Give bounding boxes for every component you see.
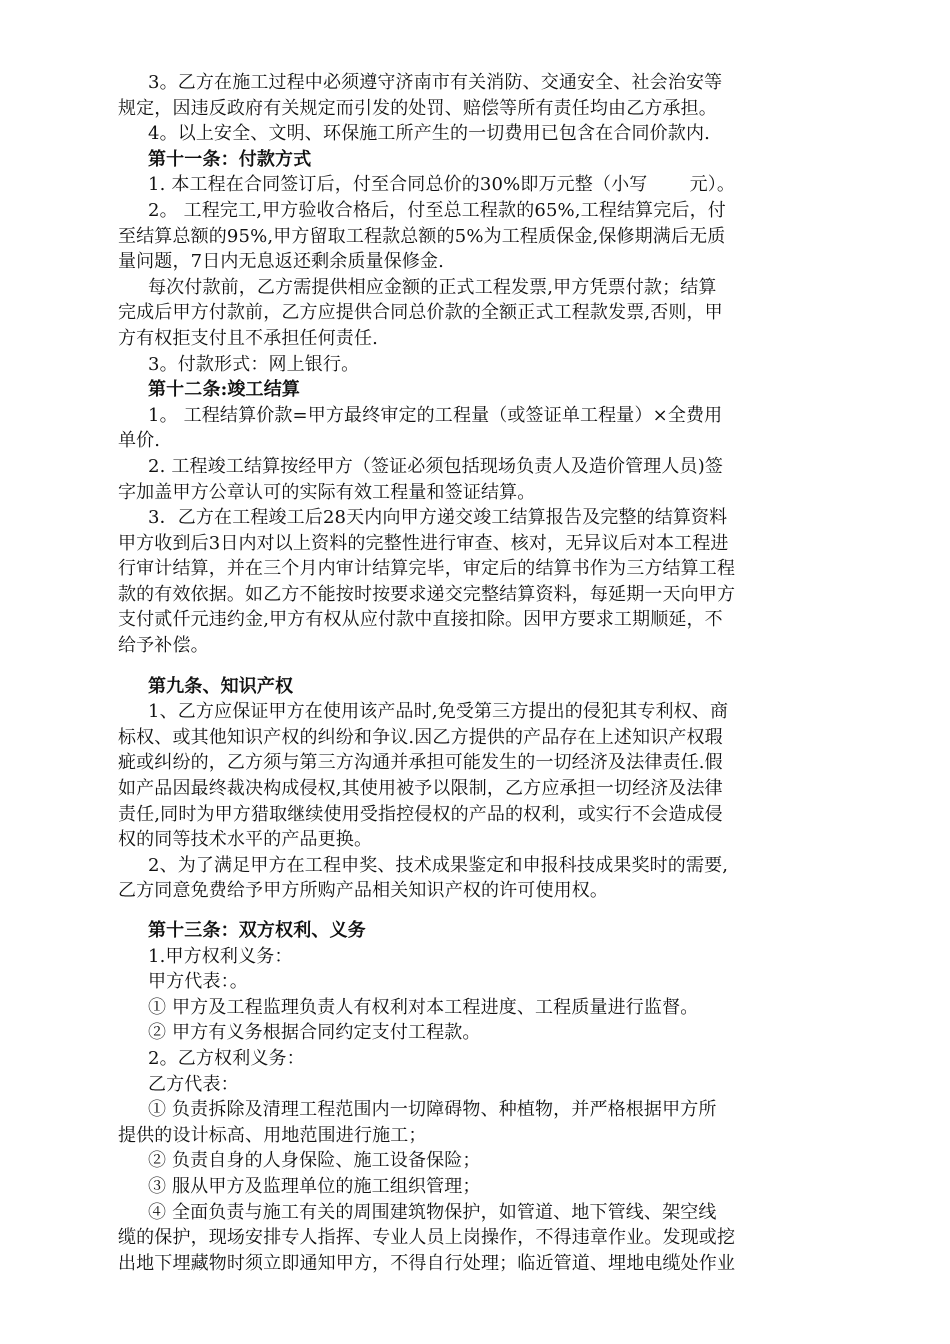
paragraph-line: 3。乙方在施工过程中必须遵守济南市有关消防、交通安全、社会治安等 <box>148 72 723 93</box>
paragraph-line: 方有权拒支付且不承担任何责任. <box>118 327 378 349</box>
paragraph-line: 1、乙方应保证甲方在使用该产品时,免受第三方提出的侵犯其专利权、商 <box>148 701 729 723</box>
paragraph-line: 乙方同意免费给予甲方所购产品相关知识产权的许可使用权。 <box>118 880 609 902</box>
paragraph-line: 出地下埋藏物时须立即通知甲方，不得自行处理；临近管道、埋地电缆处作业 <box>118 1252 736 1274</box>
paragraph-line: 甲方收到后3日内对以上资料的完整性进行审查、核对，无异议后对本工程进 <box>118 532 729 554</box>
paragraph-line: 如产品因最终裁决构成侵权,其使用被予以限制，乙方应承担一切经济及法律 <box>118 778 723 800</box>
paragraph-line: 提供的设计标高、用地范围进行施工； <box>118 1124 427 1146</box>
section-heading-ip: 第九条、知识产权 <box>148 675 294 697</box>
paragraph-line: 单价. <box>118 430 161 452</box>
paragraph-line: ④ 全面负责与施工有关的周围建筑物保护，如管道、地下管线、架空线 <box>148 1201 717 1223</box>
paragraph-line: ① 负责拆除及清理工程范围内一切障碍物、种植物，并严格根据甲方所 <box>148 1099 717 1121</box>
paragraph-line: 款的有效依据。如乙方不能按时按要求递交完整结算资料，每延期一天向甲方 <box>118 583 736 605</box>
section-spacer <box>118 904 862 918</box>
paragraph-line: ③ 服从甲方及监理单位的施工组织管理； <box>148 1175 481 1197</box>
paragraph-line: ② 甲方有义务根据合同约定支付工程款。 <box>148 1022 481 1044</box>
paragraph-line: 量问题，7日内无息返还剩余质量保修金. <box>118 251 445 273</box>
section-heading-rights: 第十三条：双方权利、义务 <box>148 920 366 941</box>
paragraph-line: 每次付款前，乙方需提供相应金额的正式工程发票,甲方凭票付款；结算 <box>148 276 717 298</box>
paragraph-line: ② 负责自身的人身保险、施工设备保险； <box>148 1150 481 1172</box>
paragraph-line: 1. 本工程在合同签订后，付至合同总价的30%即万元整（小写 元）。 <box>148 174 736 196</box>
paragraph-line: 3。付款形式：网上银行。 <box>148 353 360 375</box>
paragraph-line: 至结算总额的95%,甲方留取工程款总额的5%为工程质保金,保修期满后无质 <box>118 225 726 247</box>
paragraph-line: 甲方代表：。 <box>148 971 248 993</box>
paragraph-line: 字加盖甲方公章认可的实际有效工程量和签证结算。 <box>118 481 536 503</box>
paragraph-line: 支付贰仟元违约金,甲方有权从应付款中直接扣除。因甲方要求工期顺延，不 <box>118 609 723 631</box>
paragraph-line: 乙方代表： <box>148 1073 239 1095</box>
paragraph-line: 给予补偿。 <box>118 635 209 657</box>
paragraph-line: 2。乙方权利义务： <box>148 1047 305 1069</box>
paragraph-line: 标权、或其他知识产权的纠纷和争议.因乙方提供的产品存在上述知识产权瑕 <box>118 726 723 748</box>
paragraph-line: 责任,同时为甲方猎取继续使用受指控侵权的产品的权利，或实行不会造成侵 <box>118 803 723 825</box>
paragraph-line: 2、为了满足甲方在工程申奖、技术成果鉴定和申报科技成果奖时的需要, <box>148 854 729 876</box>
paragraph-line: 4。以上安全、文明、环保施工所产生的一切费用已包含在合同价款内. <box>148 123 710 145</box>
paragraph-line: 缆的保护，现场安排专人指挥、专业人员上岗操作，不得违章作业。发现或挖 <box>118 1227 736 1249</box>
paragraph-line: 权的同等技术水平的产品更换。 <box>118 829 373 851</box>
paragraph-line: 3．乙方在工程竣工后28天内向甲方递交竣工结算报告及完整的结算资料 <box>148 507 728 529</box>
section-spacer <box>118 659 862 674</box>
section-heading-settlement: 第十二条:竣工结算 <box>148 379 300 401</box>
paragraph-line: 2. 工程竣工结算按经甲方（签证必须包括现场负责人及造价管理人员)签 <box>148 455 724 477</box>
paragraph-line: 1。 工程结算价款=甲方最终审定的工程量（或签证单工程量）×全费用 <box>148 404 723 426</box>
paragraph-line: 行审计结算，并在三个月内审计结算完毕，审定后的结算书作为三方结算工程 <box>118 558 736 580</box>
paragraph-line: 2。 工程完工,甲方验收合格后，付至总工程款的65%,工程结算完后，付 <box>148 199 726 221</box>
paragraph-line: ① 甲方及工程监理负责人有权利对本工程进度、工程质量进行监督。 <box>148 996 699 1018</box>
paragraph-line: 疵或纠纷的，乙方须与第三方沟通并承担可能发生的一切经济及法律责任.假 <box>118 752 723 774</box>
section-heading-payment: 第十一条：付款方式 <box>148 148 312 170</box>
paragraph-line: 1.甲方权利义务： <box>148 945 293 967</box>
paragraph-line: 完成后甲方付款前，乙方应提供合同总价款的全额正式工程款发票,否则，甲 <box>118 302 723 324</box>
paragraph-line: 规定，因违反政府有关规定而引发的处罚、赔偿等所有责任均由乙方承担。 <box>118 97 717 119</box>
